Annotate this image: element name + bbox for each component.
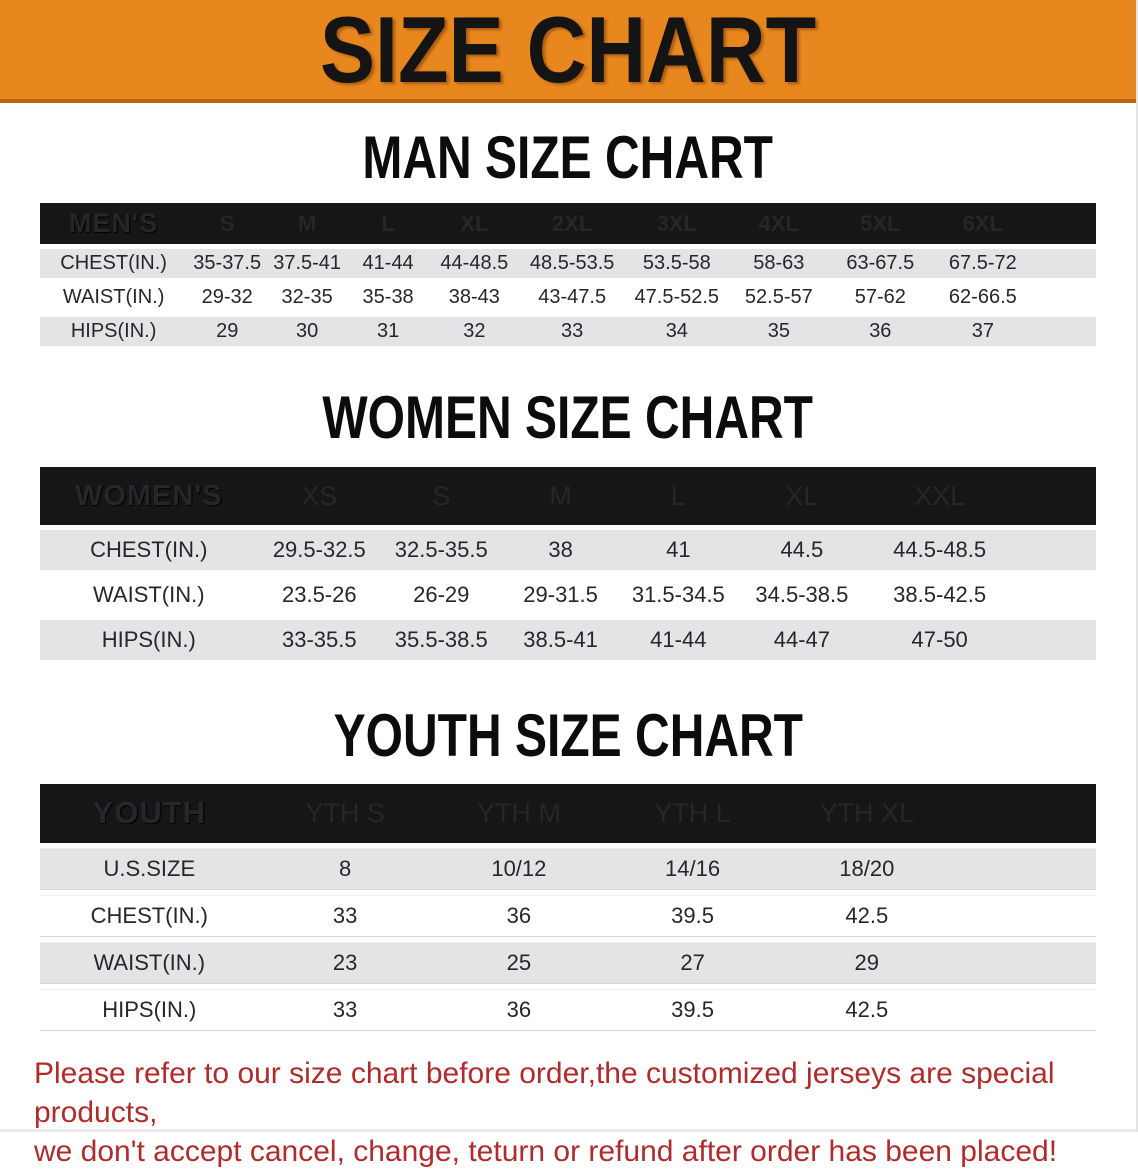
size-value-cell: 38-43 [429, 283, 519, 312]
size-column-header: YTH M [432, 784, 606, 843]
filler-cell [954, 784, 1096, 843]
table-row [40, 249, 1096, 278]
size-value-cell: 33 [259, 989, 432, 1031]
size-column-header: 2XL [520, 203, 625, 244]
women-size-table [40, 462, 1096, 665]
measure-label-cell: WAIST(IN.) [40, 942, 259, 984]
size-value-cell: 58-63 [729, 249, 829, 278]
filler-cell [954, 942, 1096, 984]
size-value-cell: 33 [259, 895, 432, 937]
man-size-chart-heading: MAN SIZE CHART [362, 124, 774, 191]
size-value-cell: 42.5 [779, 895, 954, 937]
filler-cell [1034, 203, 1096, 244]
size-column-header: XS [258, 467, 382, 525]
women-size-section [0, 384, 1136, 665]
size-value-cell: 31 [347, 317, 429, 346]
size-value-cell: 44-47 [737, 620, 867, 660]
size-value-cell: 10/12 [432, 848, 606, 890]
disclaimer-line-2: we don't accept cancel, change, teturn or refund after order has been placed! [34, 1134, 1058, 1168]
size-column-header: YTH L [606, 784, 779, 843]
size-value-cell: 27 [606, 942, 779, 984]
size-value-cell: 23 [259, 942, 432, 984]
size-value-cell: 23.5-26 [258, 575, 382, 615]
size-column-header: 6XL [932, 203, 1034, 244]
size-value-cell: 39.5 [606, 895, 779, 937]
filler-cell [1034, 283, 1096, 312]
men-size-table-host [0, 198, 1136, 351]
size-value-cell: 44.5 [737, 530, 867, 570]
measure-label-cell: HIPS(IN.) [40, 989, 259, 1031]
size-value-cell: 44-48.5 [429, 249, 519, 278]
size-value-cell: 14/16 [606, 848, 779, 890]
size-value-cell: 41-44 [347, 249, 429, 278]
size-value-cell: 29 [187, 317, 267, 346]
size-value-cell: 33-35.5 [258, 620, 382, 660]
size-value-cell: 35 [729, 317, 829, 346]
size-value-cell: 33 [520, 317, 625, 346]
size-value-cell: 39.5 [606, 989, 779, 1031]
filler-cell [954, 895, 1096, 937]
table-title-cell: WOMEN'S [40, 467, 258, 525]
header-row [40, 784, 1096, 843]
size-value-cell: 29-32 [187, 283, 267, 312]
measure-label-cell: CHEST(IN.) [40, 895, 259, 937]
size-column-header: XL [737, 467, 867, 525]
table-row [40, 530, 1096, 570]
size-value-cell: 57-62 [829, 283, 932, 312]
table-row [40, 317, 1096, 346]
disclaimer [0, 1054, 1136, 1171]
size-value-cell: 67.5-72 [932, 249, 1034, 278]
filler-cell [1013, 575, 1096, 615]
size-value-cell: 30 [267, 317, 347, 346]
size-value-cell: 38.5-41 [501, 620, 619, 660]
size-column-header: 3XL [625, 203, 729, 244]
size-value-cell: 43-47.5 [520, 283, 625, 312]
women-size-chart-heading: WOMEN SIZE CHART [322, 384, 814, 452]
size-column-header: M [501, 467, 619, 525]
size-value-cell: 42.5 [779, 989, 954, 1031]
size-value-cell: 31.5-34.5 [620, 575, 737, 615]
measure-label-cell: WAIST(IN.) [40, 575, 258, 615]
size-value-cell: 35-38 [347, 283, 429, 312]
size-value-cell: 36 [432, 989, 606, 1031]
size-value-cell: 29.5-32.5 [258, 530, 382, 570]
men-size-table [40, 198, 1096, 351]
size-value-cell: 36 [432, 895, 606, 937]
size-value-cell: 53.5-58 [625, 249, 729, 278]
filler-cell [954, 989, 1096, 1031]
size-value-cell: 37.5-41 [267, 249, 347, 278]
table-row [40, 848, 1096, 890]
table-title-cell: MEN'S [40, 203, 187, 244]
size-column-header: 4XL [729, 203, 829, 244]
size-value-cell: 41 [620, 530, 737, 570]
size-value-cell: 35-37.5 [187, 249, 267, 278]
size-value-cell: 29-31.5 [501, 575, 619, 615]
size-value-cell: 44.5-48.5 [867, 530, 1013, 570]
disclaimer-line-1: Please refer to our size chart before order,the customized jerseys are special products, [34, 1056, 1055, 1129]
size-column-header: L [347, 203, 429, 244]
size-chart-title: SIZE CHART [319, 0, 817, 102]
size-value-cell: 8 [259, 848, 432, 890]
measure-label-cell: CHEST(IN.) [40, 249, 187, 278]
size-value-cell: 38.5-42.5 [867, 575, 1013, 615]
size-value-cell: 25 [432, 942, 606, 984]
youth-size-table [40, 779, 1096, 1036]
size-value-cell: 63-67.5 [829, 249, 932, 278]
table-row [40, 575, 1096, 615]
measure-label-cell: U.S.SIZE [40, 848, 259, 890]
size-column-header: XXL [867, 467, 1013, 525]
youth-size-table-host [0, 779, 1136, 1036]
size-value-cell: 36 [829, 317, 932, 346]
youth-size-chart-heading: YOUTH SIZE CHART [333, 702, 803, 770]
size-value-cell: 32 [429, 317, 519, 346]
size-value-cell: 37 [932, 317, 1034, 346]
size-chart-banner [0, 0, 1136, 103]
size-value-cell: 18/20 [779, 848, 954, 890]
header-row [40, 467, 1096, 525]
filler-cell [1034, 317, 1096, 346]
size-column-header: XL [429, 203, 519, 244]
size-value-cell: 29 [779, 942, 954, 984]
measure-label-cell: HIPS(IN.) [40, 317, 187, 346]
filler-cell [1013, 467, 1096, 525]
size-column-header: S [381, 467, 501, 525]
women-size-table-host [0, 462, 1136, 665]
size-value-cell: 47-50 [867, 620, 1013, 660]
table-row [40, 283, 1096, 312]
table-row [40, 989, 1096, 1031]
size-column-header: M [267, 203, 347, 244]
size-column-header: YTH XL [779, 784, 954, 843]
size-value-cell: 34 [625, 317, 729, 346]
size-value-cell: 62-66.5 [932, 283, 1034, 312]
table-row [40, 620, 1096, 660]
size-column-header: 5XL [829, 203, 932, 244]
size-value-cell: 34.5-38.5 [737, 575, 867, 615]
size-value-cell: 48.5-53.5 [520, 249, 625, 278]
size-value-cell: 52.5-57 [729, 283, 829, 312]
youth-size-section [0, 702, 1136, 1035]
men-size-section [0, 124, 1136, 351]
size-column-header: S [187, 203, 267, 244]
size-value-cell: 32-35 [267, 283, 347, 312]
size-column-header: L [620, 467, 737, 525]
measure-label-cell: WAIST(IN.) [40, 283, 187, 312]
table-row [40, 895, 1096, 937]
filler-cell [1034, 249, 1096, 278]
filler-cell [1013, 530, 1096, 570]
size-value-cell: 47.5-52.5 [625, 283, 729, 312]
size-value-cell: 41-44 [620, 620, 737, 660]
table-title-cell: YOUTH [40, 784, 259, 843]
size-value-cell: 35.5-38.5 [381, 620, 501, 660]
size-value-cell: 38 [501, 530, 619, 570]
filler-cell [954, 848, 1096, 890]
header-row [40, 203, 1096, 244]
size-value-cell: 26-29 [381, 575, 501, 615]
table-row [40, 942, 1096, 984]
size-value-cell: 32.5-35.5 [381, 530, 501, 570]
measure-label-cell: CHEST(IN.) [40, 530, 258, 570]
size-column-header: YTH S [259, 784, 432, 843]
filler-cell [1013, 620, 1096, 660]
measure-label-cell: HIPS(IN.) [40, 620, 258, 660]
